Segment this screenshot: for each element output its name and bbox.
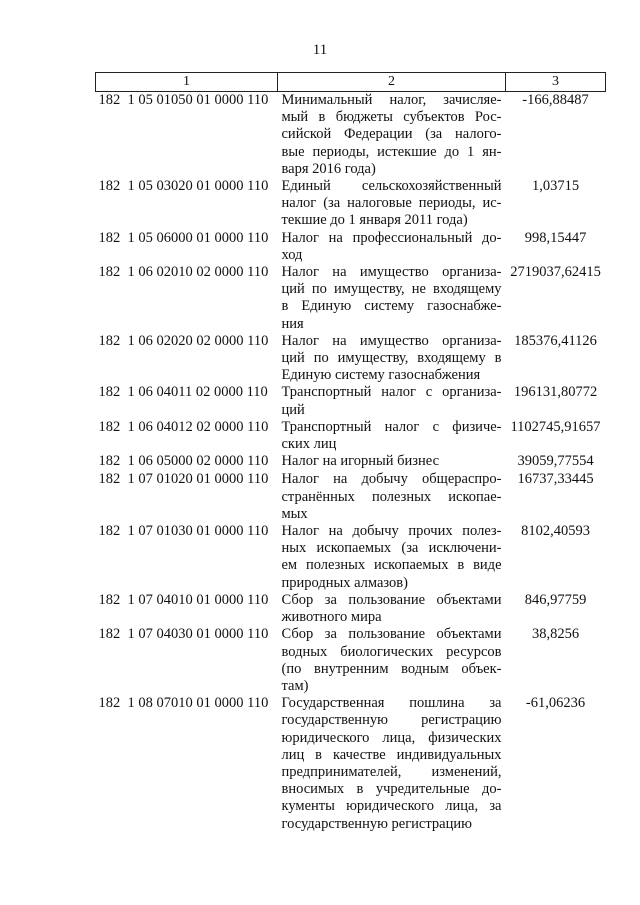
table-row (96, 592, 606, 626)
budget-classification-code: 182 1 07 01020 01 0000 110 (98, 471, 269, 488)
revenue-name-line: текшие до 1 января 2011 года) (281, 212, 468, 229)
revenue-name-line: вносимых в учредительные до- (281, 781, 502, 798)
revenue-name-line: ций по имуществу, не входящему (281, 281, 502, 298)
revenue-name (278, 333, 506, 385)
revenue-name-line: налог (за налоговые периоды, ис- (281, 195, 502, 212)
table-row (96, 384, 606, 418)
table-row (96, 523, 606, 592)
revenue-name (278, 92, 506, 179)
revenue-name-line: государственную регистрацию (281, 815, 472, 832)
revenue-amount: 16737,33445 (517, 471, 594, 488)
budget-classification-code: 182 1 05 06000 01 0000 110 (98, 229, 269, 246)
revenue-name (278, 264, 506, 333)
revenue-name-line: Налог на имущество организа- (281, 332, 502, 349)
revenue-name-line: Налог на добычу общераспро- (281, 471, 502, 488)
budget-classification-code: 182 1 06 05000 02 0000 110 (98, 453, 269, 470)
budget-classification-code: 182 1 05 03020 01 0000 110 (98, 178, 269, 195)
revenue-name (278, 384, 506, 418)
revenue-amount: 196131,80772 (513, 384, 598, 401)
table-row (96, 178, 606, 230)
revenue-name-line: ских лиц (281, 436, 337, 453)
revenue-name-line: лиц в качестве индивидуальных (281, 746, 502, 763)
revenue-amount: 1,03715 (531, 178, 580, 195)
budget-classification-code: 182 1 07 04010 01 0000 110 (98, 591, 269, 608)
revenue-name (278, 592, 506, 626)
revenue-name-line: ния (281, 315, 304, 332)
column-header-code: 1 (96, 73, 278, 92)
revenue-name-line: Сбор за пользование объектами (281, 626, 502, 643)
revenue-name (278, 419, 506, 453)
revenue-name-line: предпринимателей, изменений, (281, 763, 502, 780)
revenue-name-line: (по внутренним водным объек- (281, 660, 502, 677)
revenue-name-line: ций по имуществу, входящему в (281, 350, 502, 367)
table-row (96, 419, 606, 453)
revenue-name-line: там) (281, 677, 309, 694)
table-row (96, 695, 606, 833)
table-row (96, 264, 606, 333)
revenue-amount: 38,8256 (531, 626, 580, 643)
revenue-name-line: Государственная пошлина за (281, 695, 502, 712)
budget-classification-code: 182 1 05 01050 01 0000 110 (98, 92, 269, 108)
revenue-name (278, 471, 506, 523)
budget-classification-code: 182 1 06 04012 02 0000 110 (98, 418, 269, 435)
revenue-name-line: ход (281, 246, 303, 263)
revenue-amount: 8102,40593 (521, 523, 590, 540)
revenue-amount: 2719037,62415 (510, 264, 601, 281)
revenue-name-line: кументы юридического лица, за (281, 798, 502, 815)
revenue-name-line: странённых полезных ископае- (281, 488, 502, 505)
column-header-name: 2 (278, 73, 506, 92)
column-header-amount: 3 (506, 73, 606, 92)
budget-classification-code: 182 1 06 02010 02 0000 110 (98, 264, 269, 281)
revenue-name-line: природных алмазов) (281, 574, 408, 591)
revenue-name-line: Сбор за пользование объектами (281, 591, 502, 608)
revenue-name-line: Минимальный налог, зачисляе- (281, 92, 502, 108)
table-row (96, 626, 606, 695)
table-row (96, 92, 606, 179)
revenue-name-line: в Единую систему газоснабже- (281, 298, 502, 315)
revenue-name-line: ций (281, 401, 305, 418)
revenue-name (278, 230, 506, 264)
budget-classification-code: 182 1 08 07010 01 0000 110 (98, 695, 269, 712)
revenue-name-line: ем полезных ископаемых в виде (281, 557, 502, 574)
table-header-row (96, 73, 606, 92)
table-row (96, 471, 606, 523)
revenue-table (95, 72, 606, 833)
revenue-name (278, 695, 506, 833)
table-row (96, 230, 606, 264)
revenue-name-line: ных ископаемых (за исключени- (281, 540, 502, 557)
revenue-name (278, 178, 506, 230)
revenue-name (278, 626, 506, 695)
budget-classification-code: 182 1 07 04030 01 0000 110 (98, 626, 269, 643)
revenue-amount: 39059,77554 (517, 453, 594, 470)
page-number: 11 (312, 42, 328, 58)
revenue-name-line: вые периоды, истекшие до 1 ян- (281, 143, 502, 160)
revenue-amount: 185376,41126 (514, 332, 597, 349)
revenue-name-line: государственную регистрацию (281, 712, 502, 729)
revenue-name-line: Единую систему газоснабжения (281, 367, 481, 384)
budget-classification-code: 182 1 07 01030 01 0000 110 (98, 523, 269, 540)
budget-classification-code: 182 1 06 02020 02 0000 110 (98, 332, 269, 349)
revenue-amount: -166,88487 (522, 92, 589, 108)
revenue-amount: 1102745,91657 (510, 418, 601, 435)
revenue-amount: -61,06236 (525, 695, 586, 712)
revenue-name-line: Транспортный налог с организа- (281, 384, 502, 401)
revenue-name-line: юридического лица, физических (281, 729, 502, 746)
budget-classification-code: 182 1 06 04011 02 0000 110 (98, 384, 268, 401)
revenue-name-line: мых (281, 505, 308, 522)
table-row (96, 453, 606, 471)
revenue-name-line: Транспортный налог с физиче- (281, 418, 502, 435)
revenue-name-line: животного мира (281, 609, 382, 626)
revenue-name-line: Налог на профессиональный до- (281, 229, 502, 246)
revenue-amount: 846,97759 (524, 591, 587, 608)
table-body (96, 92, 606, 833)
table-row (96, 333, 606, 385)
revenue-name-line: Налог на добычу прочих полез- (281, 523, 502, 540)
revenue-name-line: водных биологических ресурсов (281, 643, 502, 660)
revenue-name-line: Налог на имущество организа- (281, 264, 502, 281)
revenue-name-line: Налог на игорный бизнес (281, 453, 440, 470)
revenue-name-line: сийской Федерации (за налого- (281, 126, 502, 143)
revenue-amount: 998,15447 (524, 229, 587, 246)
revenue-name-line: Единый сельскохозяйственный (281, 178, 502, 195)
revenue-name (278, 453, 506, 471)
revenue-name-line: мый в бюджеты субъектов Рос- (281, 109, 502, 126)
revenue-name-line: варя 2016 года) (281, 160, 376, 177)
revenue-name (278, 523, 506, 592)
